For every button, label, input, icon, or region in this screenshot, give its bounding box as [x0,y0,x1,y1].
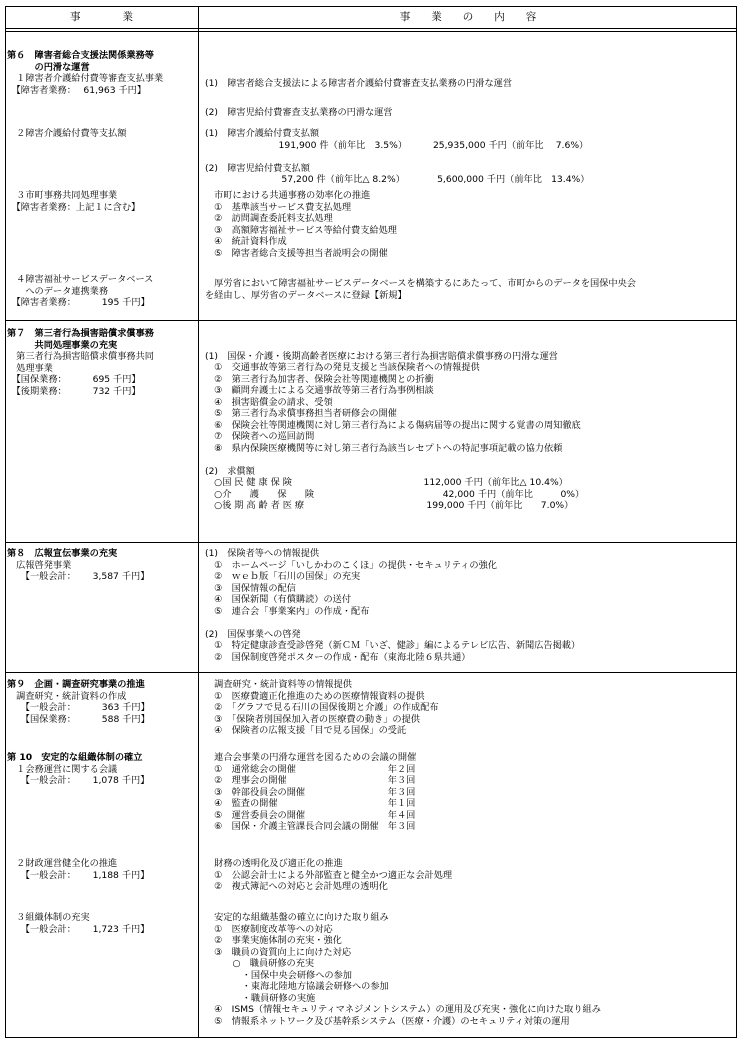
section-6-2-right: (1) 障害介護給付費支払額 191,900 件（前年比 3.5%） 25,935,000 千円（前年比 7.6%） (2) 障害児給付費支払額 57,200 件（前年比△ 8.2%） 5,600,000 千円（前年比 13.4%） [205,128,590,185]
section-8-left: 第８ 広報宣伝事業の充実 広報啓発事業 【一般会計： 3,587 千円】 [7,548,150,582]
header-left: 事 業 [70,11,133,23]
section-10-1-left: 第 10 安定的な組織体制の確立 １会務運営に関する会議 【一般会計： 1,078 千円】 [7,752,150,786]
section-6-1-right: (1) 障害者総合支援法による障害者介護給付費審査支払業務の円滑な運営 (2) 障害児給付費審査支払業務の円滑な運営 [205,78,513,118]
section-10-2-right: 財務の透明化及び適正化の推進 ① 公認会計士による外部監査と健全かつ適正な会計処理 ② 複式簿記への対応と会計処理の透明化 [205,858,453,892]
divider-8-9 [5,672,737,673]
divider-7-8 [5,542,737,543]
section-6-3-right: 市町における共通事務の効率化の推進 ① 基準該当サービス費支払処理 ② 訪問調査委託料支払処理 ③ 高額障害福祉サービス等給付費支給処理 ④ 統計資料作成 ⑤ 障害者総合支援等担当者説明会の開催 [205,190,397,259]
section-9-left: 第９ 企画・調査研究事業の推進 調査研究・統計資料の作成 【一般会計： 363 千円】 【国保業務： 588 千円】 [7,679,150,725]
section-6-4-right: 厚労省において障害福祉サービスデータベースを構築するにあたって、市町からのデータを国保中央会 を経由し、厚労省のデータベースに登録【新規】 [205,278,636,301]
section-9-right: 調査研究・統計資料等の情報提供 ① 医療費適正化推進のための医療情報資料の提供 ② 「グラフで見る石川の国保後期と介護」の作成配布 ③ 「保険者別国保加入者の医療費の動き」の提供 ④ 保険者の広報支援「目で見る国保」の受託 [205,679,439,736]
column-divider [198,6,199,1038]
section-10-1-right: 連合会事業の円滑な運営を図るための会議の開催 ① 通常総会の開催 年２回 ② 理事会の開催 年３回 ③ 幹部役員会の開催 年３回 ④ 監査の開催 年１回 ⑤ 運営委員会の開催 年４回 ⑥ 国保・介護主管課長合同会議の開催 年３回 [205,752,417,832]
section-10-3-right: 安定的な組織基盤の確立に向けた取り組み ① 医療制度改革等への対応 ② 事業実施体制の充実・強化 ③ 職員の資質向上に向けた対応 ○ 職員研修の充実 ・国保中央会研修への参加 ・東海北陸地方協議会研修への参加 ・職員研修の実施 ④ ISMS（情報セキュリティマネジメントシステム）の運用及び充実・強化に向けた取り組み ⑤ 情報系ネットワーク及び基幹系システム（医療・介護）のセキュリティ対策の運用 [205,912,601,1027]
header-divider [5,28,737,32]
section-7-left: 第７ 第三者行為損害賠償求償事務 共同処理事業の充実 第三者行為損害賠償求償事務共同 処理事業 【国保業務： 695 千円】 【後期業務： 732 千円】 [7,328,154,397]
document-page [5,6,737,1038]
section-6-2-left: ２障害介護給付費等支払額 [7,128,127,139]
section-6-3-left: ３市町事務共同処理事業 【障害者業務：上記１に含む】 [7,190,141,213]
section-8-right: (1) 保険者等への情報提供 ① ホームページ「いしかわのこくほ」の提供・セキュリティの強化 ② ｗｅｂ版「石川の国保」の充実 ③ 国保情報の配信 ④ 国保新聞（有償購読）の送付 ⑤ 連合会「事業案内」の作成・配布 (2) 国保事業への啓発 ① 特定健康診査受診啓発（新ＣＭ「いざ、健診」編によるテレビ広告、新聞広告掲載） ② 国保制度啓発ポスターの作成・配布（東海北陸６県共通） [205,548,581,663]
header-right: 事 業 の 内 容 [399,11,537,23]
divider-6-7 [5,320,737,321]
section-7-right: (1) 国保・介護・後期高齢者医療における第三者行為損害賠償求償事務の円滑な運営 ① 交通事故等第三者行為の発見支援と当該保険者への情報提供 ② 第三者行為加害者、保険会社等関連機関との折衝 ③ 顧問弁護士による交通事故等第三者行為事例相談 ④ 損害賠償金の請求、受領 ⑤ 第三者行為求償事務担当者研修会の開催 ⑥ 保険会社等関連機関に対し第三者行為による傷病届等の提出に関する覚書の周知徹底 ⑦ 保険者への巡回訪問 ⑧ 県内保険医療機関等に対し第三者行為該当レセプトへの特記事項記載の協力依頼 (2) 求償額 ○国 民 健 康 保 険 112,000 千円（前年比△ 10.4%） ○介 護 保 険 42,000 千円（前年比 0%） ○後 期 高 齢 者 医 療 199,000 千円（前年比 7.0%） [205,350,585,511]
section-6-4-left: ４障害福祉サービスデータベース へのデータ連携業務 【障害者業務： 195 千円】 [7,274,154,308]
section-10-2-left: ２財政運営健全化の推進 【一般会計： 1,188 千円】 [7,858,150,881]
section-10-3-left: ３組織体制の充実 【一般会計： 1,723 千円】 [7,912,150,935]
section-6-1-left: 第６ 障害者総合支援法関係業務等 の円滑な運営 １障害者介護給付費等審査支払事業 【障害者業務： 61,963 千円】 [7,50,164,96]
